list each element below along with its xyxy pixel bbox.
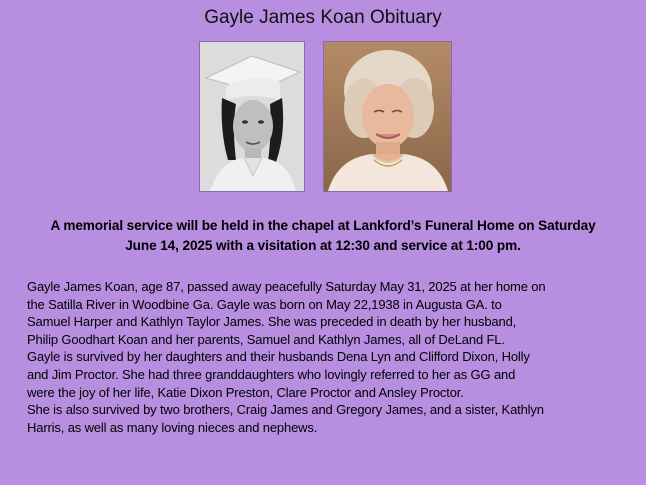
page-title: Gayle James Koan Obituary [204,7,442,28]
portrait-photo [323,41,452,192]
announcement-line: A memorial service will be held in the chapel at Lankford’s Funeral Home on Saturday [50,218,596,233]
obituary-line: Gayle is survived by her daughters and their husbands Dena Lyn and Clifford Dixon, Holly [27,349,530,365]
obituary-line: were the joy of her life, Katie Dixon Preston, Clare Proctor and Ansley Proctor. [27,384,464,400]
obituary-line: Harris, as well as many loving nieces and nephews. [27,419,318,435]
obituary-line: Samuel Harper and Kathlyn Taylor James. She was preceded in death by her husband, [27,314,517,330]
graduation-portrait-image [200,42,304,191]
obituary-line: and Jim Proctor. She had three granddaughters who lovingly referred to her as GG and [27,366,516,382]
obituary-line: Philip Goodhart Koan and her parents, Samuel and Kathlyn James, all of DeLand FL. [27,331,505,347]
graduation-photo [199,41,305,192]
older-portrait-image [324,42,451,191]
obituary-line: She is also survived by two brothers, Craig James and Gregory James, and a sister, Kathlyn [27,402,544,418]
obituary-line: Gayle James Koan, age 87, passed away peacefully Saturday May 31, 2025 at her home on [27,279,546,294]
announcement-line: June 14, 2025 with a visitation at 12:30 and service at 1:00 pm. [125,238,521,253]
memorial-service-announcement [18,216,628,256]
obituary-line: the Satilla River in Woodbine Ga. Gayle was born on May 22,1938 in Augusta GA. to [27,296,502,312]
obituary-text [27,278,627,436]
